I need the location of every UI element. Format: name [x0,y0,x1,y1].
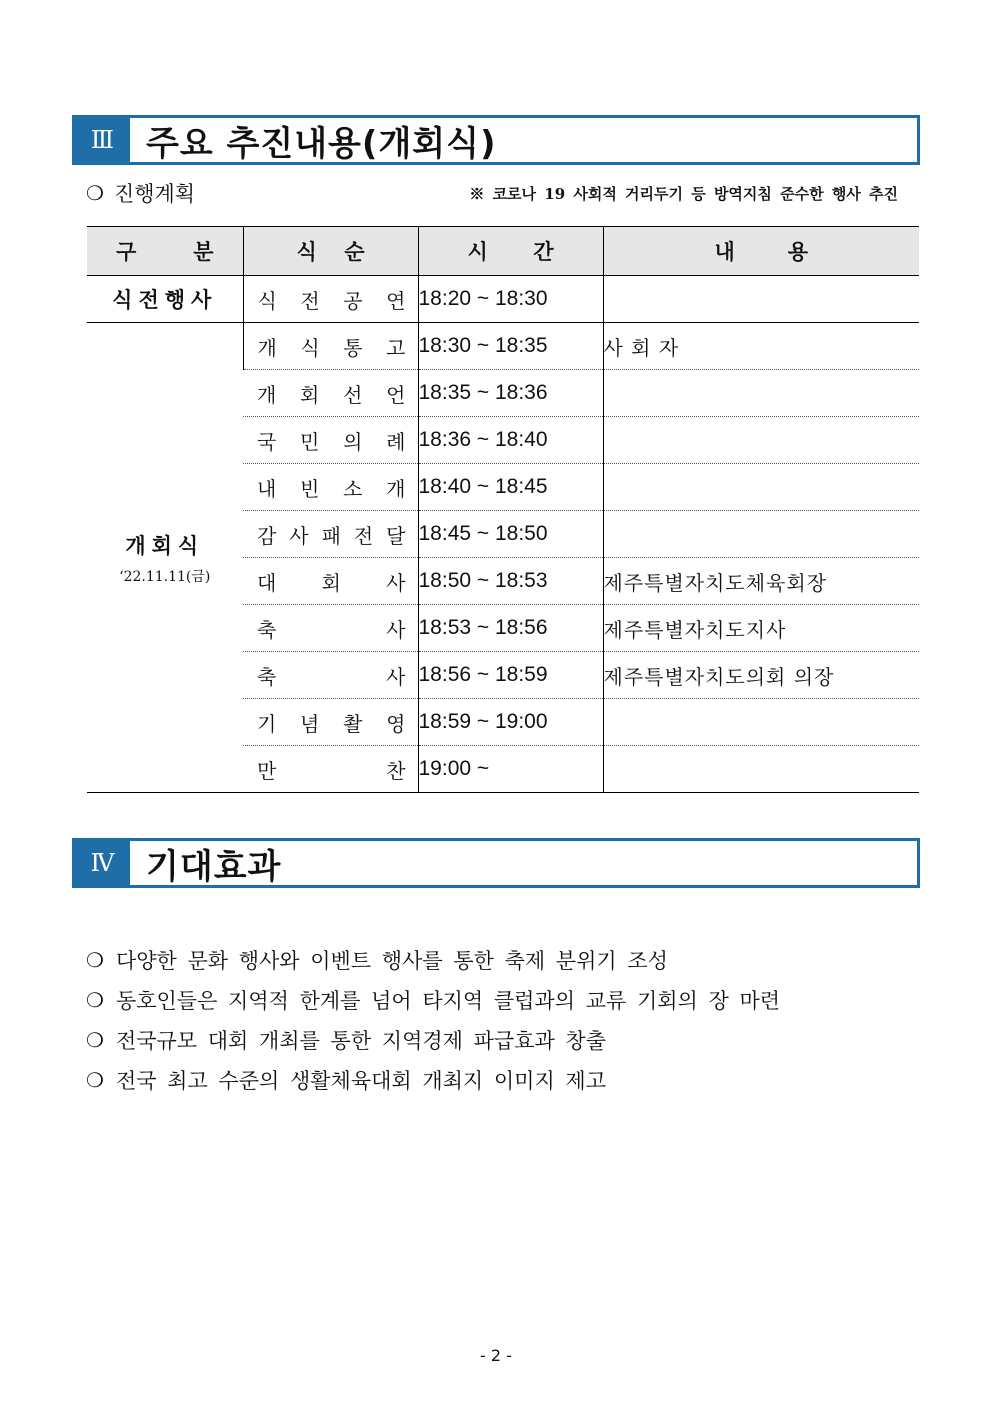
content-cell [603,370,919,417]
content-cell [603,417,919,464]
table-row [87,276,919,323]
order-cell [243,417,418,464]
order-cell [243,652,418,699]
effect-text: 다양한 문화 행사와 이벤트 행사를 통한 축제 분위기 조성 [115,949,668,973]
order-char: 전 [353,523,374,548]
order-char: 국 [257,429,277,454]
order-char: 빈 [300,476,320,501]
order-char: 통 [343,335,363,360]
time-cell: 18:35 ~ 18:36 [418,370,603,417]
section-header-4 [72,838,920,888]
header-label [88,236,242,266]
content-cell: 제주특별자치도체육회장 [603,558,919,605]
group-date: ‘22.11.11(금) [119,568,211,585]
header-char: 구 [116,240,137,264]
effect-text: 동호인들은 지역적 한계를 넘어 타지역 클럽과의 교류 기회의 장 마련 [115,989,781,1013]
order-char: 념 [300,711,320,736]
order-char: 패 [321,523,341,548]
header-char: 식 [296,240,317,264]
content-cell [603,699,919,746]
order-char: 사 [289,523,309,548]
header-char: 내 [714,240,735,264]
circle-bullet-icon: ❍ [86,988,104,1012]
header-label [245,236,417,266]
order-cell [243,323,418,370]
plan-label: 진행계획 [113,182,196,206]
notice-text: ※ 코로나 19 사회적 거리두기 등 방역지침 준수한 행사 추진 [469,184,898,203]
order-cell [243,699,418,746]
content-cell [603,746,919,793]
order-char: 사 [386,664,406,689]
order-char: 축 [257,664,277,689]
plan-line [86,178,916,208]
order-char: 고 [386,335,406,360]
order-char: 의 [343,429,363,454]
time-cell: 18:45 ~ 18:50 [418,511,603,558]
time-cell: 18:30 ~ 18:35 [418,323,603,370]
order-char: 식 [257,288,277,313]
content-cell [603,511,919,558]
group-name: 식전행사 [112,288,218,312]
order-char: 개 [257,335,277,360]
header-char: 간 [533,240,554,264]
effects-list [86,940,916,1100]
section-header-3 [72,115,920,165]
section-number: Ⅲ [75,118,130,162]
order-char: 회 [300,382,320,407]
order-cell [243,511,418,558]
table-row [87,323,919,370]
header-cell [603,227,919,276]
time-cell: 18:53 ~ 18:56 [418,605,603,652]
effect-item [86,980,916,1020]
order-char: 전 [300,288,320,313]
order-char: 내 [257,476,277,501]
circle-bullet-icon: ❍ [86,1068,104,1092]
time-cell: 18:20 ~ 18:30 [418,276,603,323]
effect-item [86,940,916,980]
header-cell [243,227,418,276]
order-char: 찬 [386,758,406,783]
header-char: 시 [467,240,488,264]
content-cell [603,464,919,511]
order-char: 달 [386,523,406,548]
order-cell [243,558,418,605]
content-cell: 사 회 자 [603,323,919,370]
content-cell: 제주특별자치도지사 [603,605,919,652]
order-char: 만 [257,758,277,783]
content-cell: 제주특별자치도의회 의장 [603,652,919,699]
order-char: 개 [257,382,277,407]
content-cell [603,276,919,323]
order-char: 기 [257,711,277,736]
order-char: 대 [257,570,277,595]
order-cell [243,464,418,511]
time-cell: 18:50 ~ 18:53 [418,558,603,605]
effect-text: 전국규모 대회 개최를 통한 지역경제 파급효과 창출 [115,1029,606,1053]
order-char: 사 [386,617,406,642]
circle-bullet-icon: ❍ [86,948,104,972]
page-number: - 2 - [480,1346,512,1365]
circle-bullet-icon: ❍ [86,1028,104,1052]
time-cell: 19:00 ~ [418,746,603,793]
order-cell [243,605,418,652]
header-char: 순 [344,240,365,264]
time-cell: 18:59 ~ 19:00 [418,699,603,746]
time-cell: 18:36 ~ 18:40 [418,417,603,464]
order-cell [243,276,418,323]
effect-item [86,1060,916,1100]
header-label [605,236,919,266]
order-char: 례 [386,429,406,454]
order-char: 감 [257,523,277,548]
order-char: 축 [257,617,277,642]
header-cell [87,227,243,276]
schedule-table [87,226,919,793]
order-char: 촬 [343,711,363,736]
order-char: 사 [386,570,406,595]
section-title: 주요 추진내용(개회식) [146,123,497,164]
group-cell [87,276,243,323]
order-cell [243,370,418,417]
header-char: 분 [193,240,214,264]
order-char: 식 [300,335,320,360]
table-header-row [87,227,919,276]
group-cell [87,323,243,793]
order-char: 민 [300,429,320,454]
time-cell: 18:56 ~ 18:59 [418,652,603,699]
header-cell [418,227,603,276]
section-title: 기대효과 [146,846,282,887]
order-char: 언 [386,382,406,407]
order-char: 소 [343,476,363,501]
circle-bullet-icon: ❍ [86,181,104,205]
order-char: 공 [343,288,363,313]
order-char: 영 [386,711,406,736]
effect-text: 전국 최고 수준의 생활체육대회 개최지 이미지 제고 [115,1069,606,1093]
order-cell [243,746,418,793]
group-name: 개회식 [125,533,205,558]
header-label [420,236,602,266]
order-char: 연 [386,288,406,313]
effect-item [86,1020,916,1060]
order-char: 선 [343,382,363,407]
header-char: 용 [787,240,808,264]
time-cell: 18:40 ~ 18:45 [418,464,603,511]
order-char: 개 [386,476,406,501]
order-char: 회 [321,570,341,595]
section-number: Ⅳ [75,841,130,885]
